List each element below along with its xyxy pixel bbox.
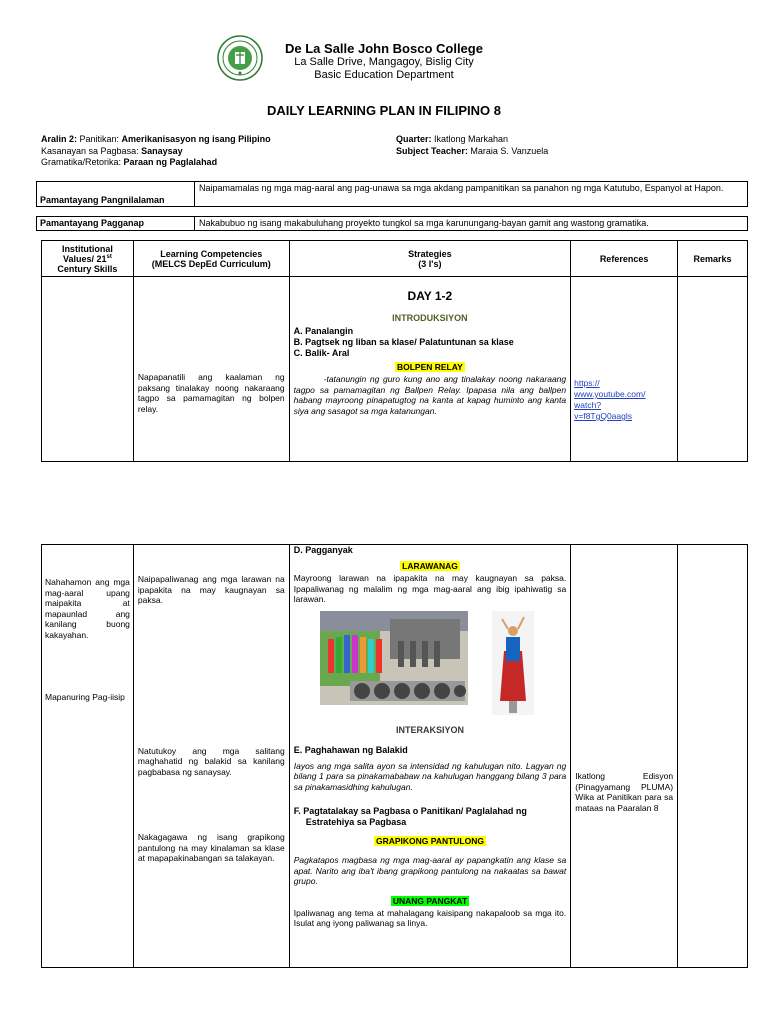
figure-image [492, 611, 534, 715]
item-panalangin: A. Panalangin [293, 326, 354, 336]
competency-text: Napapanatili ang kaalaman ng paksang tinalakay noong nakaraang tagpo sa pamamagitan ng bolpen relay. [137, 372, 285, 414]
grapiko-text: Pagkatapos magbasa ng mga mag-aaral ay papangkatin ang klase sa apat. Narito ang iba't ibang grapikong pantulong na nakaatas sa bawat grupo. [293, 855, 567, 886]
day-label: DAY 1-2 [407, 289, 453, 303]
header-strategies: Strategies (3 I's) [289, 241, 570, 277]
grapiko-heading: GRAPIKONG PANTULONG [376, 836, 484, 846]
remarks-cell [678, 277, 748, 462]
values-cell [42, 277, 134, 462]
values-cell [42, 545, 134, 968]
bolpen-relay-text: -tatanungin ng guro kung ano ang tinalakay noong nakaraang tagpo sa pamamagitan ng Ballpen Relay. Ipapasa nila ang ballpen habang mayroong pinapatugtog na kanta at kapag huminto ang kanta siya ang sasagot sa mga katanungan. [293, 374, 567, 416]
school-name: De La Salle John Bosco College [285, 41, 483, 56]
item-paghahawan: E. Paghahawan ng Balakid [293, 744, 408, 755]
quarter-line: Quarter: Ikatlong Markahan [396, 134, 509, 144]
header-values: Institutional Values/ 21st Century Skills [42, 241, 134, 277]
performance-standard-box [36, 216, 748, 231]
introduksiyon-heading: INTRODUKSIYON [392, 313, 468, 323]
aralin-line: Aralin 2: Panitikan: Amerikanisasyon ng isang Pilipino [41, 134, 271, 144]
item-balik-aral: C. Balik- Aral [293, 348, 350, 358]
unang-pangkat-text: Ipaliwanag ang tema at mahalagang kaisipang nakapaloob sa mga ito. Isulat ang iyong paliwanag sa linya. [293, 907, 567, 928]
table-row [42, 545, 748, 968]
competency-balakid: Natutukoy ang mga salitang maghahatid ng balakid sa kanilang pagbabasa ng sanaysay. [137, 745, 285, 777]
gramatika-line: Gramatika/Retorika: Paraan ng Paglalahad [41, 157, 218, 167]
value-nahahamon: Nahahamon ang mga mag-aaral upang maipakita at mapaunlad ang kanilang buong kakayahan. [45, 577, 130, 640]
reference-book: Ikatlong Edisyon (Pinagyamang PLUMA) Wika at Panitikan para sa mataas na Paaralan 8 [575, 771, 674, 813]
header-competencies: Learning Competencies (MELCS DepEd Curriculum) [133, 241, 289, 277]
strategy-cell [289, 545, 571, 968]
table-header-row [42, 241, 748, 277]
competency-larawan: Naipapaliwanag ang mga larawan na ipapakita na may kaugnayan sa paksa. [137, 574, 285, 605]
header-remarks: Remarks [678, 241, 748, 277]
reference-cell [571, 277, 678, 462]
school-department: Basic Education Department [314, 69, 454, 81]
larawang-text: Mayroong larawan na ipapakita na may kaugnayan sa paksa. Ipapaliwanag ng malalim ng mga mag-aaral ang ibig ipahiwatig sa larawan. [293, 573, 567, 604]
value-mapanuri: Mapanuring Pag-iisip [45, 692, 125, 702]
youtube-link[interactable]: https:// www.youtube.com/ watch? v=f8TgQ0aagls [574, 378, 646, 421]
teacher-line: Subject Teacher: Maraia S. Vanzuela [396, 145, 549, 156]
content-standard-box [36, 181, 748, 207]
strategy-cell [289, 277, 570, 462]
larawang-heading: LARAWANAG [402, 561, 458, 571]
item-pagtsek: B. Pagtsek ng liban sa klase/ Palatuntunan sa klase [293, 337, 514, 347]
performance-standard-label: Pamantayang Pagganap [40, 218, 145, 228]
school-address: La Salle Drive, Mangagoy, Bislig City [294, 56, 474, 68]
item-pagganyak: D. Pagganyak [293, 545, 353, 555]
quarter-meta [396, 134, 736, 157]
competency-cell [133, 545, 289, 968]
motivation-images [290, 611, 571, 719]
competency-cell [133, 277, 289, 462]
reference-cell [571, 545, 678, 968]
table-row [42, 277, 748, 462]
paghahawan-text: Iayos ang mga salita ayon sa intensidad ng kahulugan nito. Lagyan ng bilang 1 para sa pinakamababaw na kahulugan hanggang bilang 3 para sa pinakamasidhing kahulugan. [293, 760, 567, 792]
unang-pangkat-heading: UNANG PANGKAT [392, 895, 468, 906]
plan-title: DAILY LEARNING PLAN IN FILIPINO 8 [266, 103, 502, 118]
header-references: References [571, 241, 678, 277]
colonial-painting-image [320, 611, 468, 705]
learning-plan-table [41, 240, 748, 462]
kasanayan-line: Kasanayan sa Pagbasa: Sanaysay [41, 145, 183, 156]
performance-standard-text: Nakabubuo ng isang makabuluhang proyekto tungkol sa mga karunungang-bayan gamit ang wastong gramatika. [199, 218, 649, 228]
bolpen-relay-heading: BOLPEN RELAY [396, 362, 463, 372]
interaksiyon-heading: INTERAKSIYON [395, 724, 464, 735]
learning-plan-table-continued [41, 544, 748, 968]
content-standard-label: Pamantayang Pangnilalaman [40, 195, 165, 205]
lesson-meta [41, 134, 381, 169]
competency-grapiko: Nakagagawa ng isang grapikong pantulong na may kinalaman sa klase at mapapakinabangan sa talakayan. [137, 832, 285, 863]
item-pagtatalakay: F. Pagtatalakay sa Pagbasa o Panitikan/ Paglalahad ng Estratehiya sa Pagbasa [293, 806, 527, 827]
remarks-cell [678, 545, 748, 968]
content-standard-text: Naipamamalas ng mga mag-aaral ang pag-unawa sa mga akdang pampanitikan sa panahon ng mga Katutubo, Espanyol at Hapon. [199, 183, 724, 193]
